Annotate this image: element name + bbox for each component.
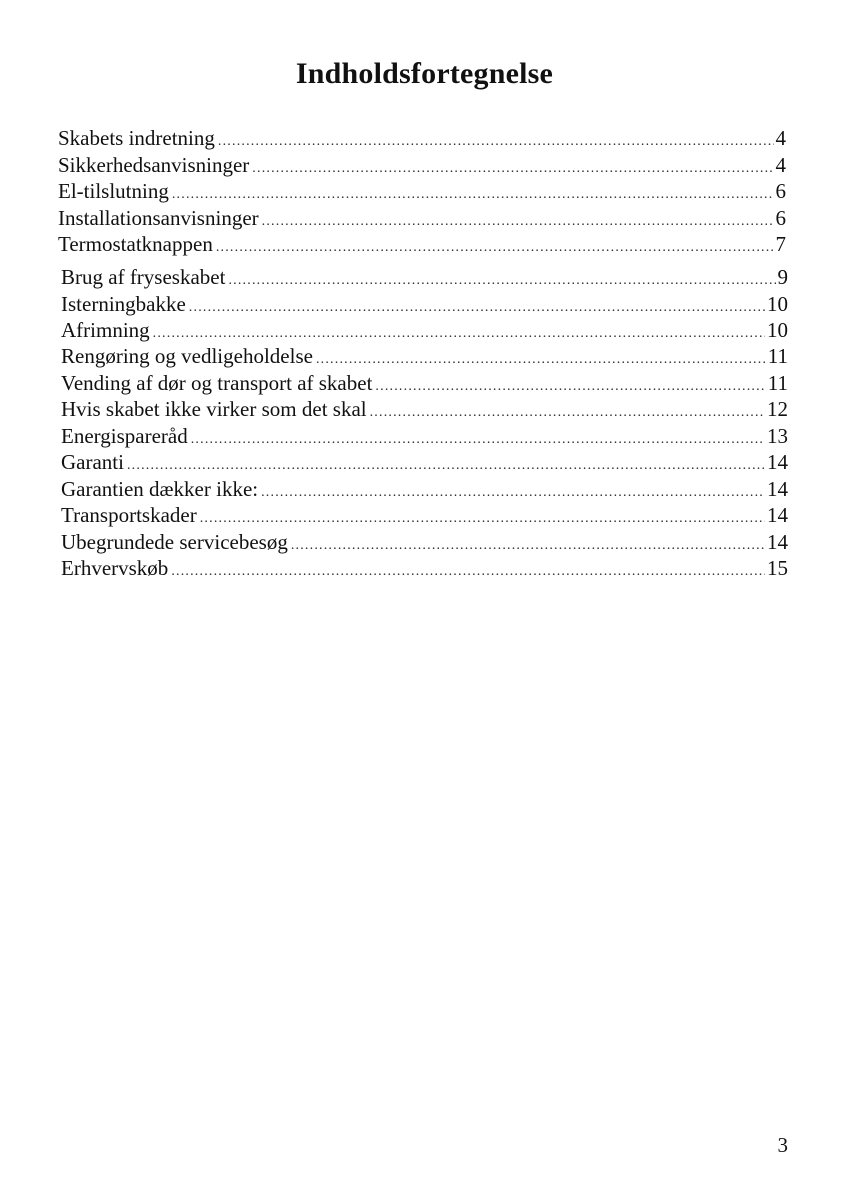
toc-entry-page: 9 bbox=[777, 265, 788, 289]
toc-entry[interactable] bbox=[58, 231, 786, 257]
toc-entry-page: 11 bbox=[767, 344, 788, 368]
toc-entry-page: 15 bbox=[767, 556, 788, 580]
toc-entry[interactable] bbox=[61, 343, 788, 369]
toc-dot-leader bbox=[316, 347, 766, 369]
toc-dot-leader bbox=[252, 156, 773, 178]
toc-dot-leader bbox=[200, 506, 765, 528]
toc-entry[interactable] bbox=[61, 264, 788, 290]
toc-dot-leader bbox=[189, 295, 765, 317]
toc-dot-leader bbox=[261, 480, 765, 502]
toc-entry-page: 4 bbox=[775, 153, 786, 177]
toc-dot-leader bbox=[262, 209, 774, 231]
toc-entry-label: Afrimning bbox=[61, 318, 150, 342]
toc-entry-label: Vending af dør og transport af skabet bbox=[61, 371, 373, 395]
toc-entry-page: 14 bbox=[767, 530, 788, 554]
page-title: Indholdsfortegnelse bbox=[295, 57, 554, 90]
toc-entry[interactable] bbox=[61, 529, 788, 555]
toc-entry-label: Garanti bbox=[61, 450, 124, 474]
toc-entry-label: Erhvervskøb bbox=[61, 556, 169, 580]
toc-dot-leader bbox=[375, 374, 765, 396]
toc-entry-page: 12 bbox=[767, 397, 788, 421]
toc-entry-page: 10 bbox=[767, 318, 788, 342]
toc-dot-leader bbox=[291, 533, 765, 555]
toc-dot-leader bbox=[127, 453, 765, 475]
toc-entry-label: Transportskader bbox=[61, 503, 197, 527]
toc-entry[interactable] bbox=[58, 178, 786, 204]
toc-dot-leader bbox=[370, 400, 765, 422]
toc-dot-leader bbox=[191, 427, 765, 449]
toc-entry-label: Rengøring og vedligeholdelse bbox=[61, 344, 313, 368]
toc-entry[interactable] bbox=[61, 291, 788, 317]
toc-entry-page: 11 bbox=[767, 371, 788, 395]
toc-entry-label: Termostatknappen bbox=[58, 232, 213, 256]
toc-entry-page: 6 bbox=[775, 206, 786, 230]
toc-entry-page: 14 bbox=[767, 477, 788, 501]
toc-entry[interactable] bbox=[61, 423, 788, 449]
toc-entry[interactable] bbox=[58, 152, 786, 178]
page-number: 3 bbox=[777, 1133, 788, 1157]
toc-entry[interactable] bbox=[61, 555, 788, 581]
toc-entry[interactable] bbox=[61, 502, 788, 528]
toc-entry[interactable] bbox=[61, 317, 788, 343]
toc-entry-page: 14 bbox=[767, 503, 788, 527]
toc-entry[interactable] bbox=[58, 125, 786, 151]
toc-entry-page: 13 bbox=[767, 424, 788, 448]
toc-dot-leader bbox=[216, 235, 774, 257]
toc-entry[interactable] bbox=[61, 476, 788, 502]
toc-entry[interactable] bbox=[61, 449, 788, 475]
toc-entry[interactable] bbox=[61, 396, 788, 422]
toc-entry-label: Sikkerhedsanvisninger bbox=[58, 153, 250, 177]
toc-entry-page: 7 bbox=[775, 232, 786, 256]
toc-entry-label: El-tilslutning bbox=[58, 179, 169, 203]
toc-entry-page: 10 bbox=[767, 292, 788, 316]
toc-dot-leader bbox=[172, 182, 774, 204]
toc-entry-page: 14 bbox=[767, 450, 788, 474]
toc-entry-label: Ubegrundede servicebesøg bbox=[61, 530, 288, 554]
toc-dot-leader bbox=[153, 321, 765, 343]
toc-entry-page: 6 bbox=[775, 179, 786, 203]
toc-entry-label: Installationsanvisninger bbox=[58, 206, 259, 230]
toc-entry-label: Garantien dækker ikke: bbox=[61, 477, 259, 501]
toc-entry-label: Hvis skabet ikke virker som det skal bbox=[61, 397, 367, 421]
toc-dot-leader bbox=[228, 268, 775, 290]
toc-entry-label: Isterningbakke bbox=[61, 292, 186, 316]
toc-dot-leader bbox=[171, 559, 765, 581]
toc-entry-label: Brug af fryseskabet bbox=[61, 265, 226, 289]
toc-entry[interactable] bbox=[58, 205, 786, 231]
toc-entry-label: Skabets indretning bbox=[58, 126, 215, 150]
toc-entry-page: 4 bbox=[775, 126, 786, 150]
toc-dot-leader bbox=[218, 129, 774, 151]
toc-entry[interactable] bbox=[61, 370, 788, 396]
toc-entry-label: Energispareråd bbox=[61, 424, 188, 448]
